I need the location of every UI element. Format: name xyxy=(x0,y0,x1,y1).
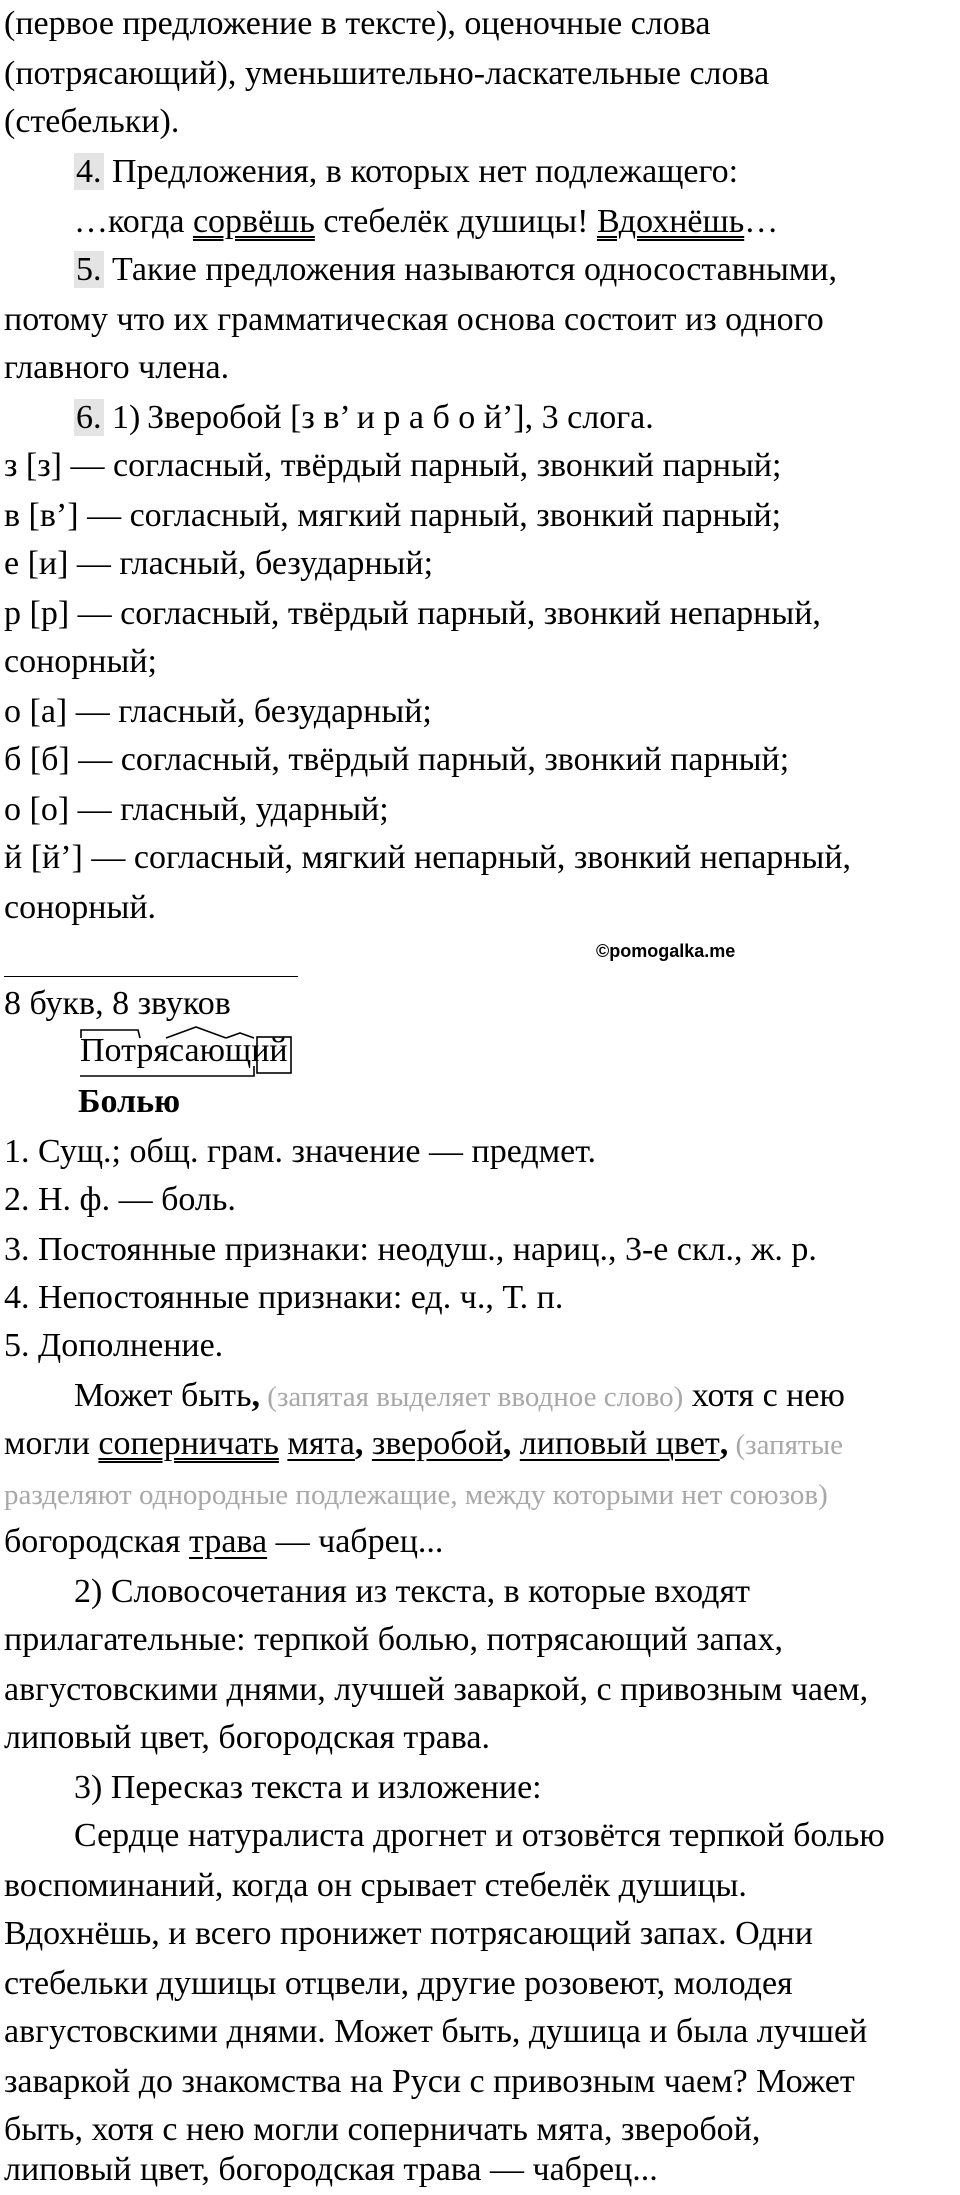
morph-line xyxy=(4,1322,223,1370)
phonetic-line xyxy=(4,590,821,638)
phonetic-line xyxy=(4,688,432,736)
text-line xyxy=(4,98,179,146)
text-span: стебельки душицы отцвели, другие розовеют, молодея xyxy=(4,1965,793,2002)
phonetic-line xyxy=(4,884,156,932)
analysis-line xyxy=(74,1372,845,1420)
text-line xyxy=(4,50,769,98)
text-span: 4. Непостоянные признаки: ед. ч., Т. п. xyxy=(4,1279,564,1316)
text-span: р [р] — согласный, твёрдый парный, звонкий непарный, xyxy=(4,595,821,632)
prefix-mark xyxy=(81,1030,140,1038)
text-line xyxy=(4,1666,868,1714)
text-span: заваркой до знакомства на Руси с привозным чаем? Может xyxy=(4,2063,855,2100)
text-span: (первое предложение в тексте), оценочные слова xyxy=(4,5,711,42)
phonetic-line xyxy=(4,442,781,490)
predicate-word: соперничать xyxy=(98,1425,279,1462)
text-span: сонорный; xyxy=(4,643,157,680)
suffix-mark xyxy=(226,1033,254,1038)
morph-line xyxy=(4,1176,236,1224)
text-span: августовскими днями. Может быть, душица и была лучшей xyxy=(4,2013,868,2050)
text-span: хотя с нею xyxy=(683,1377,845,1414)
text-line xyxy=(74,1568,750,1616)
predicate-word: Вдохнёшь xyxy=(596,203,745,240)
text-span: (потрясающий), уменьшительно-ласкательные слова xyxy=(4,55,770,92)
comma: , xyxy=(719,1425,729,1462)
note: (запятая выделяет вводное слово) xyxy=(260,1381,684,1413)
phonetic-line xyxy=(4,786,389,834)
answer-4 xyxy=(74,148,738,196)
text-span: стебелёк душицы! xyxy=(314,203,597,240)
comma: , xyxy=(251,1377,261,1414)
text-span: в [в’] — согласный, мягкий парный, звонкий парный; xyxy=(4,497,782,534)
text-span: Может быть xyxy=(74,1377,252,1414)
text-span: потому что их грамматическая основа состоит из одного xyxy=(4,301,824,338)
text-span: Предложения, в которых нет подлежащего: xyxy=(103,153,739,190)
text-span: 2) Словосочетания из текста, в которые входят xyxy=(74,1573,750,1610)
retelling-line xyxy=(4,1910,813,1958)
analysis-line xyxy=(4,1420,843,1468)
text-span: Болью xyxy=(78,1083,181,1120)
text-span: 2. Н. ф. — боль. xyxy=(4,1181,236,1218)
answer-number: 6. xyxy=(76,399,102,436)
text-span: е [и] — гласный, безударный; xyxy=(4,545,434,582)
morph-line xyxy=(4,1274,563,1322)
watermark: ©pomogalka.me xyxy=(596,941,736,961)
text-span: Такие предложения называются односоставными, xyxy=(103,251,838,288)
phonetic-line xyxy=(4,736,789,784)
phonetic-line xyxy=(4,492,781,540)
subject-word: трава xyxy=(189,1523,268,1560)
example-line xyxy=(74,198,778,246)
text-span: б [б] — согласный, твёрдый парный, звонкий парный; xyxy=(4,741,790,778)
retelling-line xyxy=(74,1812,885,1860)
note: (запятые xyxy=(728,1429,843,1461)
text-span: 3. Постоянные признаки: неодуш., нариц., 3-е скл., ж. р. xyxy=(4,1231,817,1268)
answer-6 xyxy=(74,394,654,442)
answer-5 xyxy=(74,246,837,294)
retelling-line xyxy=(4,1960,793,2008)
morpheme-marks xyxy=(78,1025,308,1077)
text-line xyxy=(4,296,824,344)
text-line xyxy=(4,0,710,48)
text-span: богородская xyxy=(4,1523,190,1560)
phonetic-line xyxy=(4,834,851,882)
morph-line xyxy=(4,1226,817,1274)
text-line xyxy=(4,344,229,392)
text-span: воспоминаний, когда он срывает стебелёк душицы. xyxy=(4,1867,747,1904)
text-span: … xyxy=(744,203,779,240)
note: разделяют однородные подлежащие, между которыми нет союзов) xyxy=(4,1479,828,1511)
text-span: могли xyxy=(4,1425,99,1462)
text-span: липовый цвет, богородская трава — чабрец... xyxy=(4,2151,658,2188)
subject-word: липовый цвет xyxy=(519,1425,720,1462)
morph-line xyxy=(4,1128,596,1176)
text-span: главного члена. xyxy=(4,349,230,386)
text-span: быть, хотя с нею могли соперничать мята, зверобой, xyxy=(4,2111,761,2148)
answer-number: 5. xyxy=(76,251,102,288)
text-span: о [о] — гласный, ударный; xyxy=(4,791,389,828)
predicate-word: сорвёшь xyxy=(192,203,315,240)
text-span: 5. Дополнение. xyxy=(4,1327,224,1364)
text-span: …когда xyxy=(74,203,193,240)
text-span: липовый цвет, богородская трава. xyxy=(4,1719,490,1756)
text-span: о [а] — гласный, безударный; xyxy=(4,693,432,730)
word-heading xyxy=(78,1078,180,1126)
text-span: й [й’] — согласный, мягкий непарный, звонкий непарный, xyxy=(4,839,852,876)
ending-box xyxy=(257,1037,291,1073)
text-line xyxy=(74,1764,542,1812)
text-span: сонорный. xyxy=(4,889,157,926)
retelling-line xyxy=(4,2008,867,2056)
comma: , xyxy=(502,1425,512,1462)
text-span: 3) Пересказ текста и изложение: xyxy=(74,1769,542,1806)
phonetic-line xyxy=(4,638,157,686)
text-span: 1) Зверобой [з в’ и р а б о й’], 3 слога. xyxy=(103,399,654,436)
text-span: (стебельки). xyxy=(4,103,180,140)
text-span: з [з] — согласный, твёрдый парный, звонкий парный; xyxy=(4,447,782,484)
stem-underline xyxy=(80,1066,254,1076)
retelling-line xyxy=(4,1862,747,1910)
text-line xyxy=(4,1714,490,1762)
text-span: 8 букв, 8 звуков xyxy=(4,985,231,1022)
letter-sound-count xyxy=(4,980,231,1028)
comma: , xyxy=(354,1425,364,1462)
text-span: прилагательные: терпкой болью, потрясающий запах, xyxy=(4,1621,784,1658)
text-span: Сердце натуралиста дрогнет и отзовётся терпкой болью xyxy=(74,1817,885,1854)
root-arc xyxy=(166,1027,226,1038)
text-span xyxy=(363,1425,372,1462)
text-span xyxy=(511,1425,520,1462)
text-span: августовскими днями, лучшей заваркой, с привозным чаем, xyxy=(4,1671,869,1708)
analysis-line xyxy=(4,1518,443,1566)
text-span: Вдохнёшь, и всего пронижет потрясающий запах. Одни xyxy=(4,1915,813,1952)
analysis-line xyxy=(4,1470,828,1518)
retelling-line xyxy=(4,2058,855,2106)
subject-word: зверобой xyxy=(371,1425,503,1462)
word-ending: ий xyxy=(251,1032,288,1069)
footnote-divider xyxy=(4,976,298,977)
phonetic-line xyxy=(4,540,433,588)
word-stem: Потрясающ xyxy=(80,1032,252,1069)
text-span: 1. Сущ.; общ. грам. значение — предмет. xyxy=(4,1133,597,1170)
answer-number: 4. xyxy=(76,153,102,190)
retelling-line xyxy=(4,2146,658,2194)
text-span: — чабрец... xyxy=(267,1523,444,1560)
text-line xyxy=(4,1616,783,1664)
subject-word: мята xyxy=(287,1425,355,1462)
